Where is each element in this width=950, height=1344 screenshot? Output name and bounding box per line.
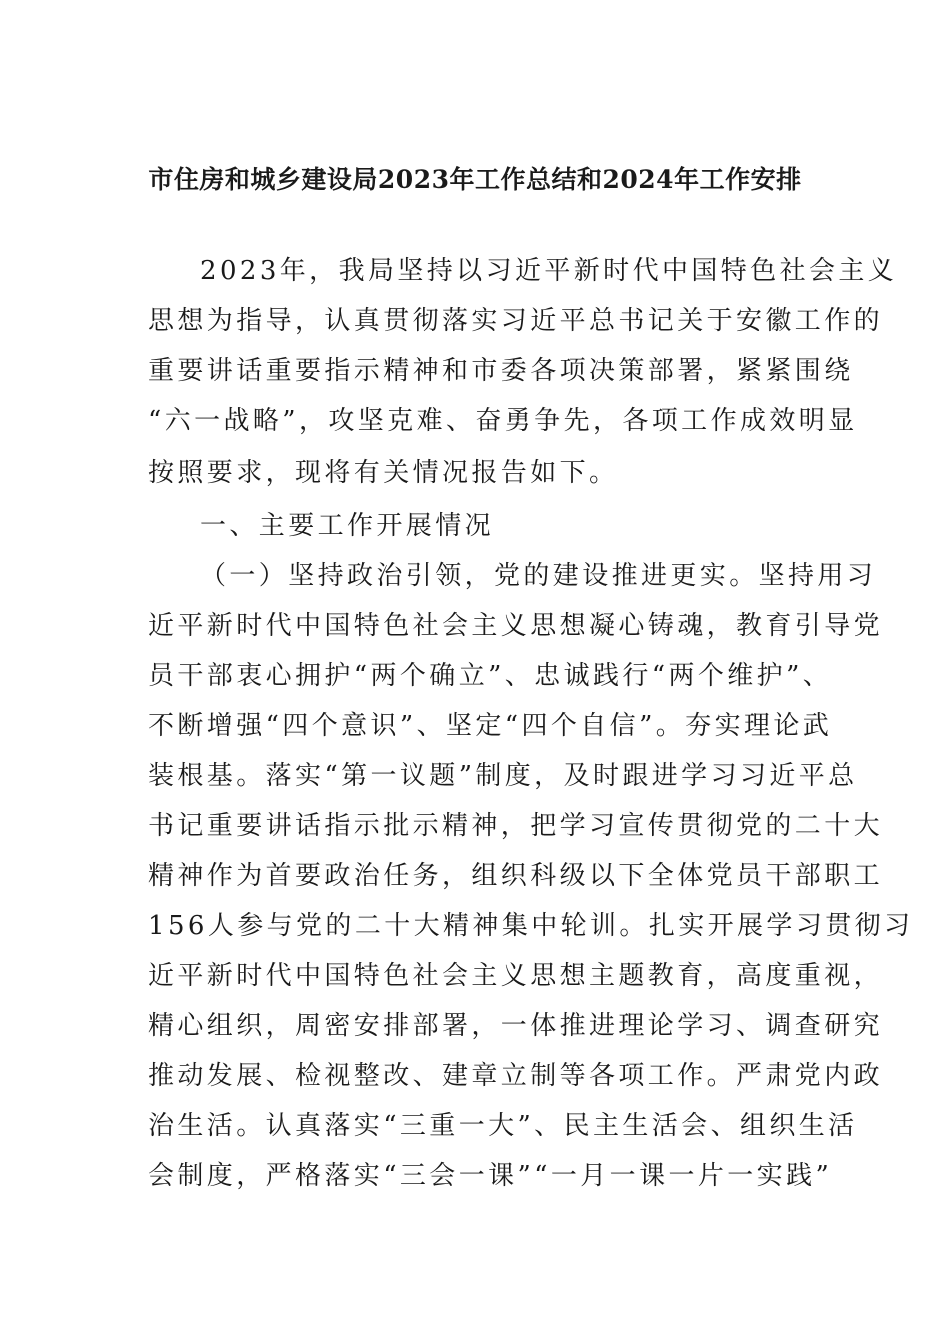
- document-title: 市住房和城乡建设局2023年工作总结和2024年工作安排: [148, 165, 802, 194]
- body-line: 员干部衷心拥护“两个确立”、忠诚践行“两个维护”、: [148, 661, 833, 691]
- document-body: [148, 246, 914, 1201]
- body-line: 近平新时代中国特色社会主义思想主题教育，高度重视，: [148, 961, 884, 991]
- body-line: 治生活。认真落实“三重一大”、民主生活会、组织生活: [148, 1111, 858, 1141]
- body-line: 一、主要工作开展情况: [200, 511, 495, 541]
- body-line: 近平新时代中国特色社会主义思想凝心铸魂，教育引导党: [148, 611, 884, 641]
- body-line: 精心组织，周密安排部署，一体推进理论学习、调查研究: [148, 1011, 884, 1041]
- body-line: 重要讲话重要指示精神和市委各项决策部署，紧紧围绕: [148, 356, 854, 386]
- body-line: 精神作为首要政治任务，组织科级以下全体党员干部职工: [148, 861, 884, 891]
- body-line: 不断增强“四个意识”、坚定“四个自信”。夯实理论武: [148, 711, 833, 741]
- body-line: “六一战略”，攻坚克难、奋勇争先，各项工作成效明显: [148, 406, 858, 436]
- body-line: 推动发展、检视整改、建章立制等各项工作。严肃党内政: [148, 1061, 884, 1091]
- body-line: 2023年，我局坚持以习近平新时代中国特色社会主义: [200, 256, 898, 286]
- body-line: 思想为指导，认真贯彻落实习近平总书记关于安徽工作的: [148, 306, 884, 336]
- body-line: （一）坚持政治引领，党的建设推进更实。坚持用习: [200, 561, 877, 591]
- body-line: 书记重要讲话指示批示精神，把学习宣传贯彻党的二十大: [148, 811, 884, 841]
- body-line: 装根基。落实“第一议题”制度，及时跟进学习习近平总: [148, 761, 858, 791]
- body-line: 按照要求，现将有关情况报告如下。: [148, 458, 619, 488]
- body-line: 156人参与党的二十大精神集中轮训。扎实开展学习贯彻习: [148, 911, 914, 941]
- body-line: 会制度，严格落实“三会一课”“一月一课一片一实践”: [148, 1161, 833, 1191]
